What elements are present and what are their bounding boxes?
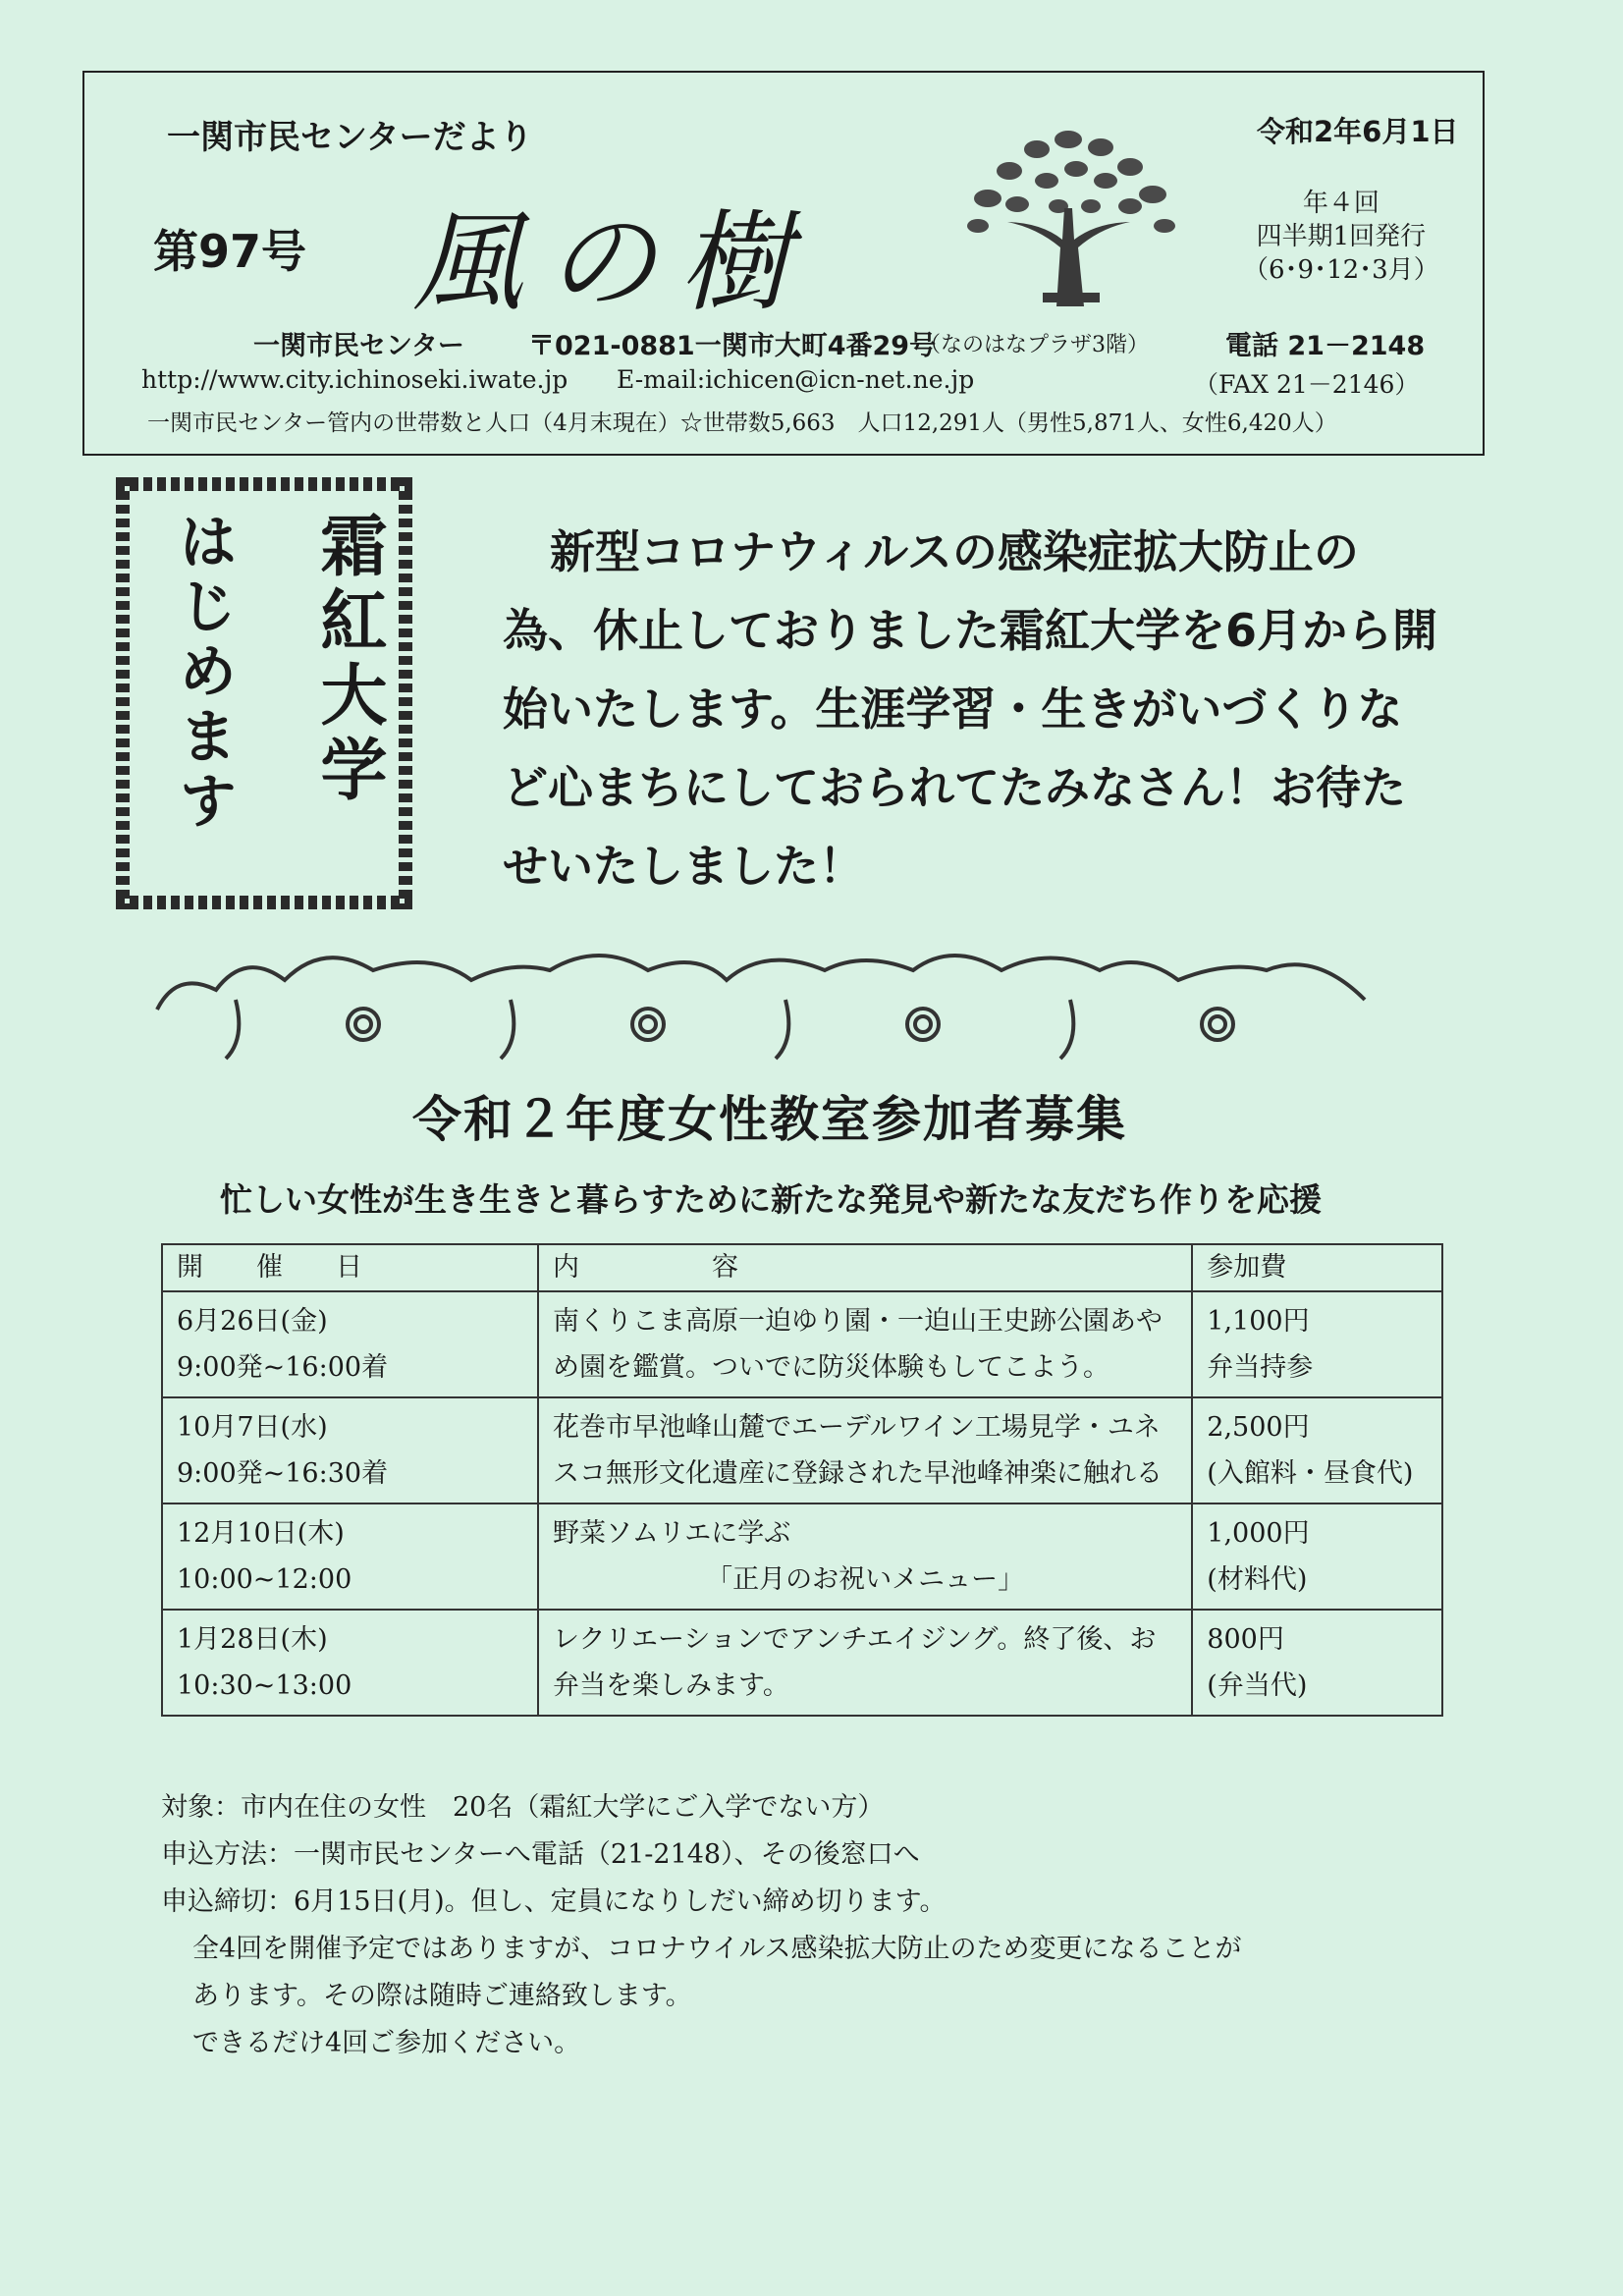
border-pattern-bottom: [116, 896, 412, 909]
event-time: 9:00発~16:00着: [177, 1352, 389, 1383]
frequency-line: 四半期1回発行: [1256, 222, 1427, 251]
telephone: 電話 21－2148: [1225, 331, 1426, 361]
event-date: 10月7日(水): [177, 1412, 328, 1443]
population-stats: 一関市民センター管内の世帯数と人口（4月末現在）☆世帯数5,663 人口12,291人（男性5,871人、女性6,420人）: [147, 410, 1337, 436]
fee-cell: [1192, 1397, 1442, 1503]
event-time: 9:00発~16:30着: [177, 1458, 389, 1489]
organization-name: 一関市民センター: [253, 331, 464, 361]
frequency-line: 年４回: [1302, 189, 1380, 218]
fee-note: (材料代): [1207, 1564, 1308, 1595]
note-line: 全4回を開催予定ではありますが、コロナウイルス感染拡大防止のため変更になることが: [192, 1934, 1242, 1964]
date-cell: [162, 1610, 538, 1716]
postal-address: 〒021-0881一関市大町4番29号: [528, 331, 937, 361]
content-cell: [538, 1503, 1192, 1610]
event-content: 南くりこま高原一迫ゆり園・一迫山王史跡公園あやめ園を鑑賞。ついでに防災体験もしてこよう。: [553, 1306, 1163, 1383]
schedule-table: [161, 1243, 1443, 1717]
website-url[interactable]: http://www.city.ichinoseki.iwate.jp: [141, 365, 568, 394]
note-line: あります。その際は随時ご連絡致します。: [192, 1981, 692, 2011]
fee-cell: [1192, 1291, 1442, 1397]
header-fee: 参加費: [1192, 1244, 1442, 1291]
note-line: できるだけ4回ご参加ください。: [192, 2028, 581, 2058]
fee-amount: 800円: [1207, 1624, 1284, 1655]
border-pattern-right: [399, 477, 412, 909]
tree-icon: [948, 120, 1194, 306]
announcement-subheading: はじめます: [169, 511, 238, 835]
email-address[interactable]: E-mail:ichicen@icn-net.ne.jp: [617, 365, 975, 394]
newsletter-title: 風の樹: [412, 199, 813, 327]
event-date: 6月26日(金): [177, 1306, 328, 1337]
table-row: [162, 1291, 1442, 1397]
event-date: 1月28日(木): [177, 1624, 328, 1655]
event-time: 10:30~13:00: [177, 1670, 352, 1701]
fee-cell: [1192, 1610, 1442, 1716]
header-date: 開 催 日: [162, 1244, 538, 1291]
apply-method: 申込方法：一関市民センターへ電話（21-2148）、その後窓口へ: [161, 1839, 920, 1870]
fee-cell: [1192, 1503, 1442, 1610]
center-newsletter-name: 一関市民センターだより: [167, 118, 533, 157]
fax-number: （FAX 21－2146）: [1194, 370, 1420, 399]
publication-date: 令和2年6月1日: [1257, 115, 1459, 148]
event-content-sub: 「正月のお祝いメニュー」: [706, 1564, 1025, 1595]
date-cell: [162, 1503, 538, 1610]
table-header-row: [162, 1244, 1442, 1291]
content-cell: [538, 1291, 1192, 1397]
issue-number: 第97号: [153, 225, 307, 278]
date-cell: [162, 1291, 538, 1397]
content-cell: [538, 1397, 1192, 1503]
recruit-subtitle: 忙しい女性が生き生きと暮らすために新たな発見や新たな友だち作りを応援: [220, 1180, 1322, 1219]
date-cell: [162, 1397, 538, 1503]
event-content: レクリエーションでアンチエイジング。終了後、お弁当を楽しみます。: [553, 1624, 1157, 1701]
fee-amount: 2,500円: [1207, 1412, 1310, 1443]
decorative-ornament: [137, 941, 1384, 1068]
fee-note: (入館料・昼食代): [1207, 1458, 1414, 1489]
table-row: [162, 1610, 1442, 1716]
address-note: （なのはなプラザ3階）: [919, 333, 1149, 357]
publication-frequency: [1243, 187, 1439, 287]
apply-deadline: 申込締切：6月15日(月)。但し、定員になりしだい締め切ります。: [161, 1886, 947, 1917]
fee-note: (弁当代): [1207, 1670, 1308, 1701]
event-content: 野菜ソムリエに学ぶ: [553, 1518, 791, 1549]
announcement-text: 新型コロナウィルスの感染症拡大防止の為、休止しておりました霜紅大学を6月から開始いたします。生涯学習・生きがいづくりなど心まちにしておられてたみなさん！お待たせいたしました！: [503, 525, 1438, 893]
fee-amount: 1,100円: [1207, 1306, 1310, 1337]
table-row: [162, 1397, 1442, 1503]
header-content: 内 容: [538, 1244, 1192, 1291]
recruit-title: 令和２年度女性教室参加者募集: [412, 1091, 1127, 1148]
table-row: [162, 1503, 1442, 1610]
fee-note: 弁当持参: [1207, 1352, 1314, 1383]
event-content: 花巻市早池峰山麓でエーデルワイン工場見学・ユネスコ無形文化遺産に登録された早池峰神楽に触れる: [553, 1412, 1163, 1489]
event-time: 10:00~12:00: [177, 1564, 352, 1595]
fee-amount: 1,000円: [1207, 1518, 1310, 1549]
announcement-heading: 霜紅大学: [309, 511, 388, 809]
event-date: 12月10日(木): [177, 1518, 345, 1549]
border-pattern-top: [116, 477, 412, 491]
content-cell: [538, 1610, 1192, 1716]
border-pattern-left: [116, 477, 130, 909]
target-info: 対象：市内在住の女性 20名（霜紅大学にご入学でない方）: [161, 1792, 885, 1823]
frequency-line: （6･9･12･3月）: [1243, 255, 1439, 285]
